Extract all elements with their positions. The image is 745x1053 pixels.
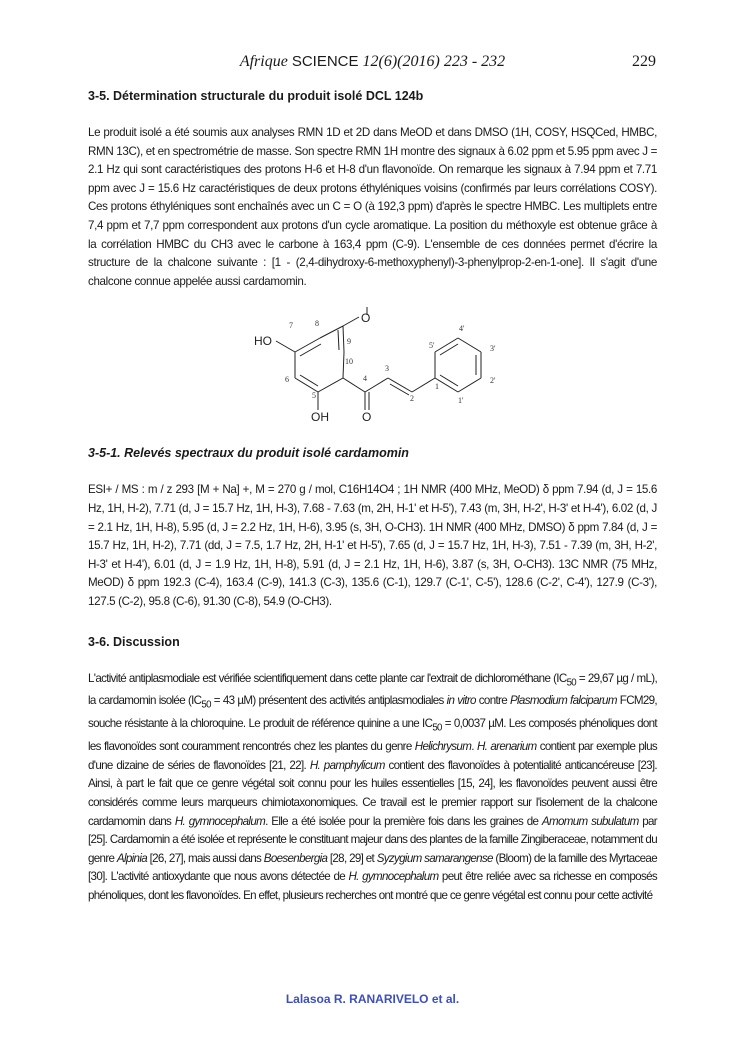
journal-reference: 12(6)(2016) 223 - 232 (362, 53, 506, 70)
atom-number-3: 3 (385, 364, 389, 374)
subscript-50: 50 (201, 699, 211, 711)
text-run: contre (475, 694, 510, 708)
subscript-50: 50 (566, 676, 576, 688)
italic-species-plasmodium: Plasmodium falciparum (509, 694, 617, 708)
label-ho: HO (254, 334, 272, 349)
label-carbonyl-o: O (362, 410, 372, 425)
atom-number-6: 6 (285, 375, 289, 385)
atom-number-2: 2 (410, 394, 414, 404)
text-run: contient par exemple plus d'une dizaine de séries de flavonoïdes [21, 22]. (88, 740, 657, 772)
page-number: 229 (632, 53, 656, 70)
atom-number-1-prime: 1' (458, 396, 464, 406)
structure-atom-numbers (285, 319, 496, 405)
page-header (0, 53, 745, 75)
atom-number-4-prime: 4' (459, 324, 465, 334)
text-run: par [25]. Cardamomin a été isolée et représente le constituant majeur dans des plantes de la famille Zingiberaceae, notamment du genre (88, 814, 657, 865)
section-heading-3-5-1: 3-5-1. Relevés spectraux du produit isolé cardamomin (88, 446, 409, 461)
italic-species-arenarium: H. arenarium (476, 740, 537, 754)
italic-species-gymnocephalum: H. gymnocephalum (348, 870, 439, 884)
atom-number-10: 10 (345, 357, 353, 367)
text-run: = 29,67 µg / mL), la cardamomin isolée (IC (88, 671, 657, 708)
atom-number-1: 1 (435, 382, 439, 392)
italic-species-pamphylicum: H. pamphylicum (309, 758, 385, 772)
text-run: contient des flavonoïdes à potentialité anticancéreuse [23]. Ainsi, à part le fait que ce genre végétal soit connu pour les huiles essentielles [15, 24], les flavonoïdes peuvent aussi être considérés comme leurs marqueurs chimiotaxonomiques. Ce travail est le premier rapport sur l'isolement de la chalcone cardamomin dans (88, 758, 657, 828)
section-heading-3-5: 3-5. Détermination structurale du produit isolé DCL 124b (88, 89, 424, 103)
paragraph-structure-determination: Le produit isolé a été soumis aux analyses RMN 1D et 2D dans MeOD et dans DMSO (1H, COSY, HSQCed, HMBC, RMN 13C), et en spectrométrie de masse. Son spectre RMN 1H montre des signaux à 6.02 ppm et 5.95 ppm avec J = 2.1 Hz qui sont caractéristiques des protons H-6 et H-8 d'un flavonoïde. On remarque les signaux à 7.94 ppm et 7.71 ppm avec J = 15.6 Hz caractéristiques de deux protons éthyléniques voisins (confirmés par leurs corrélations COSY). Ces protons éthyléniques sont enchaînés avec un C = O (à 192,3 ppm) d'après le spectre HMBC. Les multiplets entre 7,4 ppm et 7,7 ppm correspondent aux protons d'un cycle aromatique. La position du méthoxyle est obtenue grâce à la corrélation HMBC du CH3 avec le carbone à 163,4 ppm (C-9). L'ensemble de ces données permet d'écrire la structure de la chalcone suivante : [1 - (2,4-dihydroxy-6-methoxyphenyl)-3-phenylprop-2-en-1-one]. Il s'agit d'une chalcone connue appelée aussi cardamomin. (88, 126, 657, 288)
atom-number-5-prime: 5' (429, 341, 435, 351)
paragraph-spectral-data: ESI+ / MS : m / z 293 [M + Na] +, M = 270 g / mol, C16H14O4 ; 1H NMR (400 MHz, MeOD) δ ppm 7.94 (d, J = 15.6 Hz, 1H, H-2), 7.71 (d, J = 15.7 Hz, 1H, H-3), 7.68 - 7.63 (m, 2H, H-1' et H-5'), 7.43 (m, 3H, H-2', H-3' et H-4'), 6.02 (d, J = 2.1 Hz, 1H, H-8), 5.95 (d, J = 2.2 Hz, 1H, H-6), 3.95 (s, 3H, O-CH3). 1H NMR (400 MHz, DMSO) δ ppm 7.84 (d, J = 15.7 Hz, 1H, H-2), 7.71 (dd, J = 7.5, 1.7 Hz, 2H, H-1' et H-5'), 7.65 (d, J = 15.7 Hz, 1H, H-3), 7.51 - 7.39 (m, 3H, H-2', H-3' et H-4'), 6.01 (d, J = 1.9 Hz, 1H, H-8), 5.91 (d, J = 2.1 Hz, 1H, H-6), 3.87 (s, 3H, O-CH3). 13C NMR (75 MHz, MeOD) δ ppm 192.3 (C-4), 163.4 (C-9), 141.3 (C-3), 135.6 (C-1), 129.7 (C-1', C-5'), 128.6 (C-2', C-4'), 127.9 (C-3'), 127.5 (C-2), 95.8 (C-6), 91.30 (C-8), 54.9 (O-CH3). (88, 483, 657, 608)
label-oh: OH (311, 410, 329, 425)
cardamomin-structure-diagram (88, 307, 657, 425)
structure-bonds (276, 307, 481, 410)
journal-name-afrique: Afrique (239, 53, 288, 70)
italic-genus-helichrysum: Helichrysum (414, 740, 472, 754)
text-run: L'activité antiplasmodiale est vérifiée scientifiquement dans cette plante car l'extrait de dichlorométhane (IC (88, 671, 567, 685)
journal-name-science: SCIENCE (291, 53, 359, 70)
chemical-structure-figure (88, 307, 657, 425)
italic-species-amomum: Amomum subulatum (541, 814, 639, 828)
paragraph-discussion (88, 670, 657, 906)
page-body (88, 88, 657, 906)
italic-species-gymnocephalum: H. gymnocephalum (174, 814, 266, 828)
atom-number-5: 5 (312, 391, 316, 401)
subscript-50: 50 (432, 722, 442, 734)
italic-genus-boesenbergia: Boesenbergia (263, 851, 328, 865)
atom-number-9: 9 (347, 337, 351, 347)
structure-atom-labels (254, 311, 371, 424)
page-footer-authors: Lalasoa R. RANARIVELO et al. (285, 992, 460, 1006)
text-run: peut être reliée avec sa richesse en composés phénoliques, dont les flavonoïdes. En effet, plusieurs recherches ont montré que ce genre végétal est connu pour cette activité (88, 870, 657, 902)
text-run: [28, 29] et (327, 851, 377, 865)
italic-genus-alpinia: Alpinia (116, 851, 148, 865)
text-run: . (471, 740, 477, 754)
italic-species-syzygium: Syzygium samarangense (376, 851, 493, 865)
text-run: (Bloom) de la famille des Myrtaceae [30]. L'activité antioxydante que nous avons détectée de (88, 851, 657, 884)
italic-in-vitro: in vitro (446, 694, 476, 708)
text-run: [26, 27], mais aussi dans (147, 851, 264, 865)
text-run: = 0,0037 µM. Les composés phénoliques dont les flavonoïdes sont couramment rencontrés chez les plantes du genre (88, 717, 657, 754)
atom-number-4: 4 (363, 374, 367, 384)
text-run: = 43 µM) présentent des activités antiplasmodiales (210, 694, 447, 708)
text-run: FCM29, souche résistante à la chloroquine. Le produit de référence quinine a une IC (88, 694, 657, 731)
atom-number-8: 8 (315, 319, 319, 329)
atom-number-3-prime: 3' (490, 344, 496, 354)
atom-number-7: 7 (289, 321, 293, 331)
atom-number-2-prime: 2' (490, 376, 496, 386)
label-methoxy-o: O (361, 311, 371, 326)
section-heading-3-6: 3-6. Discussion (88, 634, 180, 649)
text-run: . Elle a été isolée pour la première fois dans les graines de (265, 814, 542, 828)
